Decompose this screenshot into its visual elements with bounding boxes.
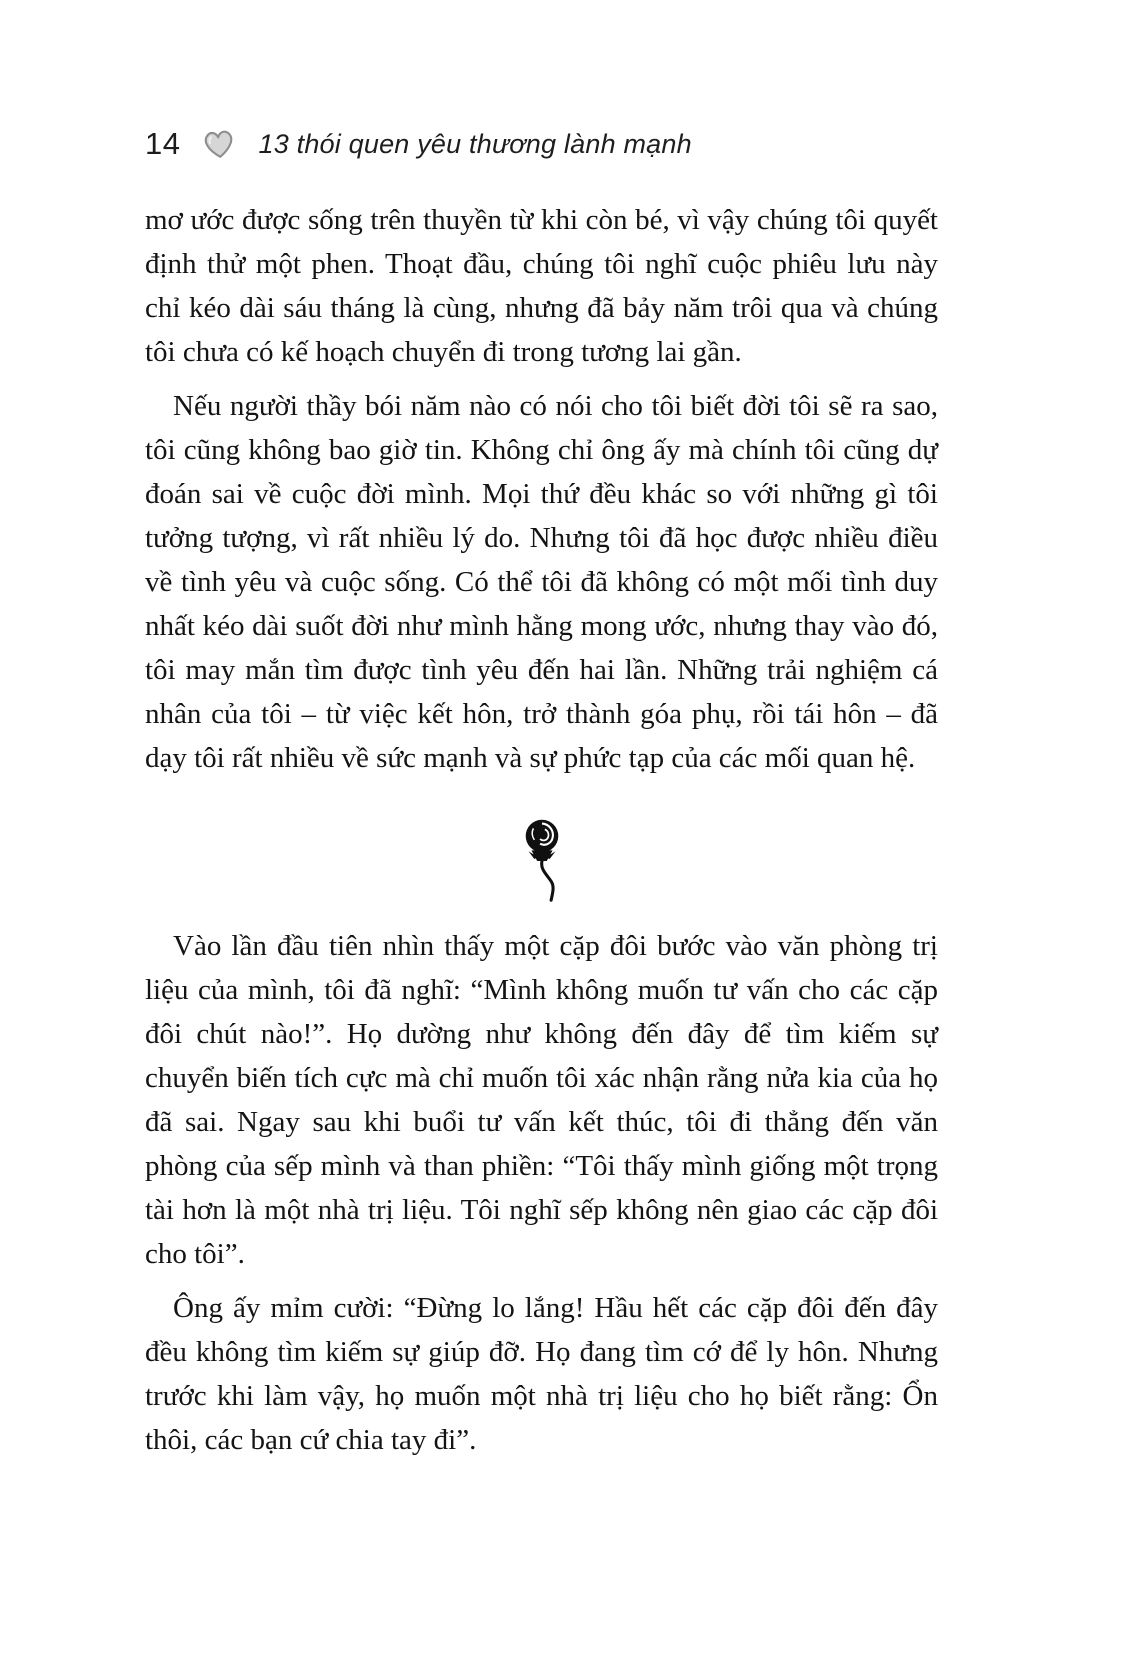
rose-icon — [513, 893, 571, 910]
body-paragraph: Vào lần đầu tiên nhìn thấy một cặp đôi bước vào văn phòng trị liệu của mình, tôi đã nghĩ: “Mình không muốn tư vấn cho các cặp đôi chút nào!”. Họ dường như không đến đây để tìm kiếm sự chuyển biến tích cực mà chỉ muốn tôi xác nhận rằng nửa kia của họ đã sai. Ngay sau khi buổi tư vấn kết thúc, tôi đi thẳng đến văn phòng của sếp mình và than phiền: “Tôi thấy mình giống một trọng tài hơn là một nhà trị liệu. Tôi nghĩ sếp không nên giao các cặp đôi cho tôi”. — [145, 930, 938, 1270]
running-header-book-title: 13 thói quen yêu thương lành mạnh — [258, 128, 692, 159]
running-header — [145, 122, 938, 166]
heart-icon — [201, 127, 238, 161]
page-number: 14 — [145, 126, 181, 161]
body-paragraph: Ông ấy mỉm cười: “Đừng lo lắng! Hầu hết các cặp đôi đến đây đều không tìm kiếm sự giúp đỡ. Họ đang tìm cớ để ly hôn. Nhưng trước khi làm vậy, họ muốn một nhà trị liệu cho họ biết rằng: Ổn thôi, các bạn cứ chia tay đi”. — [145, 1292, 938, 1456]
body-paragraph: Nếu người thầy bói năm nào có nói cho tôi biết đời tôi sẽ ra sao, tôi cũng không bao giờ tin. Không chỉ ông ấy mà chính tôi cũng dự đoán sai về cuộc đời mình. Mọi thứ đều khác so với những gì tôi tưởng tượng, vì rất nhiều lý do. Nhưng tôi đã học được nhiều điều về tình yêu và cuộc sống. Có thể tôi đã không có một mối tình duy nhất kéo dài suốt đời như mình hằng mong ước, nhưng thay vào đó, tôi may mắn tìm được tình yêu đến hai lần. Những trải nghiệm cá nhân của tôi – từ việc kết hôn, trở thành góa phụ, rồi tái hôn – đã dạy tôi rất nhiều về sức mạnh và sự phức tạp của các mối quan hệ. — [145, 390, 938, 774]
section-break — [145, 814, 938, 906]
page-body — [145, 198, 938, 1462]
body-paragraph: mơ ước được sống trên thuyền từ khi còn bé, vì vậy chúng tôi quyết định thử một phen. Thoạt đầu, chúng tôi nghĩ cuộc phiêu lưu này chỉ kéo dài sáu tháng là cùng, nhưng đã bảy năm trôi qua và chúng tôi chưa có kế hoạch chuyển đi trong tương lai gần. — [145, 204, 938, 368]
